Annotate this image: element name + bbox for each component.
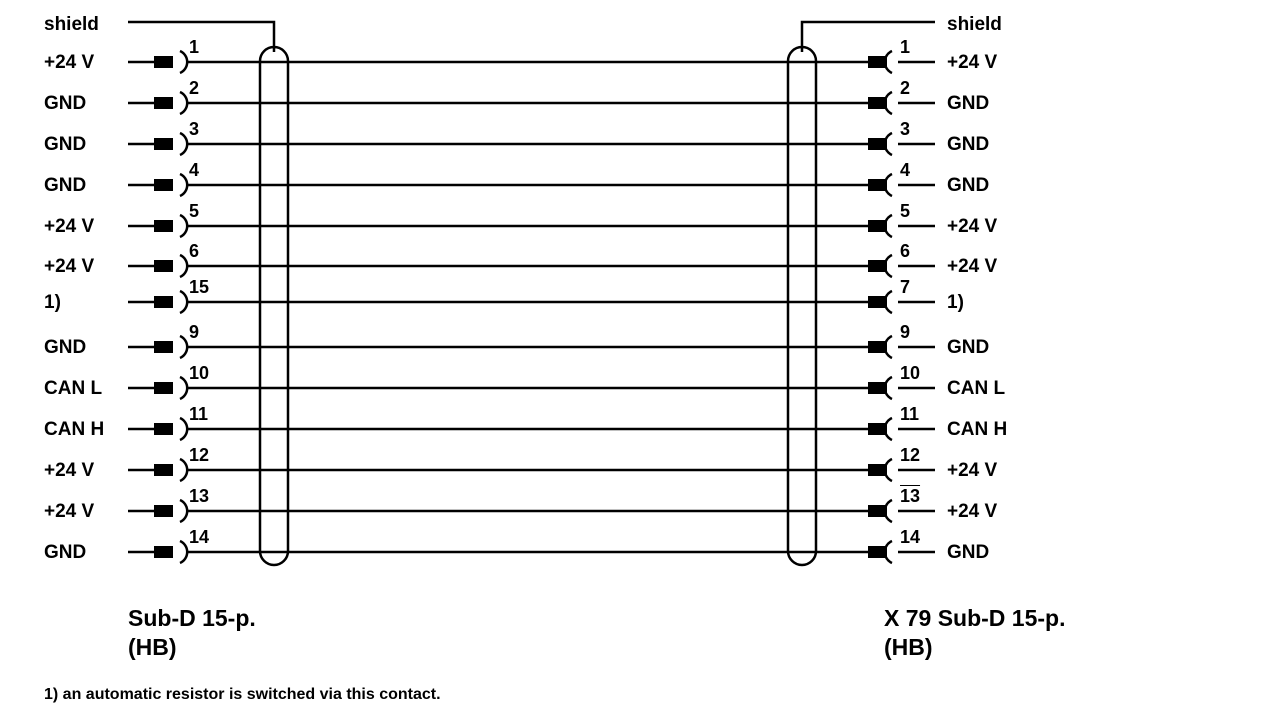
left-pin-number-3: 3: [189, 119, 200, 139]
right-pin-number-12: 12: [900, 445, 921, 465]
footnote-text: 1) an automatic resistor is switched via this contact.: [44, 686, 441, 703]
right-pin-blade-2: [868, 97, 887, 109]
left-connector-caption-line1: Sub-D 15-p.: [128, 605, 256, 631]
right-pin-number-10: 10: [900, 363, 921, 383]
left-pin-label-1: +24 V: [44, 52, 95, 73]
right-pin-number-11: 11: [900, 404, 920, 424]
right-pin-label-11: CAN H: [947, 419, 1008, 440]
left-pin-label-3: GND: [44, 134, 87, 155]
left-pin-socket-13: [180, 500, 187, 522]
left-pin-label-14: GND: [44, 542, 87, 563]
left-pin-blade-6: [154, 260, 173, 272]
right-pin-label-14: GND: [947, 542, 990, 563]
right-pin-label-1: +24 V: [947, 52, 998, 73]
left-pin-socket-3: [180, 133, 187, 155]
right-pin-blade-11: [868, 423, 887, 435]
right-pin-label-5: +24 V: [947, 216, 998, 237]
left-pin-socket-14: [180, 541, 187, 563]
left-pin-number-15: 15: [189, 277, 210, 297]
right-pin-label-7: 1): [947, 292, 964, 313]
right-pin-blade-13: [868, 505, 887, 517]
left-pin-label-5: +24 V: [44, 216, 95, 237]
left-pin-number-9: 9: [189, 322, 200, 342]
left-pin-label-15: 1): [44, 292, 61, 313]
right-pin-label-13: +24 V: [947, 501, 998, 522]
right-pin-blade-5: [868, 220, 887, 232]
left-connector-caption: [128, 604, 256, 662]
left-pin-label-12: +24 V: [44, 460, 95, 481]
right-pin-number-14: 14: [900, 527, 921, 547]
left-pin-blade-10: [154, 382, 173, 394]
left-pin-blade-12: [154, 464, 173, 476]
right-pin-number-6: 6: [900, 241, 911, 261]
left-pin-socket-6: [180, 255, 187, 277]
left-pin-blade-9: [154, 341, 173, 353]
left-pin-number-10: 10: [189, 363, 210, 383]
right-connector-caption: [884, 604, 1065, 662]
left-pin-number-11: 11: [189, 404, 209, 424]
right-pin-number-1: 1: [900, 37, 911, 57]
right-pin-number-2: 2: [900, 78, 911, 98]
right-pin-number-9: 9: [900, 322, 911, 342]
right-pin-label-2: GND: [947, 93, 990, 114]
right-pin-label-4: GND: [947, 175, 990, 196]
right-pin-label-6: +24 V: [947, 256, 998, 277]
right-pin-blade-7: [868, 296, 887, 308]
left-pin-number-4: 4: [189, 160, 200, 180]
left-pin-number-5: 5: [189, 201, 200, 221]
left-connector-caption-line2: (HB): [128, 633, 177, 660]
left-pin-label-2: GND: [44, 93, 87, 114]
right-pin-number-13: 13: [900, 486, 921, 506]
left-pin-blade-4: [154, 179, 173, 191]
right-pin-number-5: 5: [900, 201, 911, 221]
left-pin-socket-5: [180, 215, 187, 237]
right-pin-blade-9: [868, 341, 887, 353]
right-cable-tube: [788, 47, 816, 565]
left-pin-socket-2: [180, 92, 187, 114]
left-pin-socket-12: [180, 459, 187, 481]
shield-wire-right: [802, 22, 935, 52]
right-connector-caption-line2: (HB): [884, 633, 933, 660]
right-pin-number-4: 4: [900, 160, 911, 180]
left-pin-socket-1: [180, 51, 187, 73]
left-pin-blade-15: [154, 296, 173, 308]
right-pin-blade-6: [868, 260, 887, 272]
right-pin-label-10: CAN L: [947, 378, 1006, 399]
left-pin-blade-11: [154, 423, 173, 435]
right-pin-number-7: 7: [900, 277, 911, 297]
left-pin-blade-3: [154, 138, 173, 150]
shield-wire-left: [128, 22, 274, 52]
right-connector-caption-line1: X 79 Sub-D 15-p.: [884, 605, 1066, 631]
left-pin-blade-5: [154, 220, 173, 232]
left-pin-number-12: 12: [189, 445, 210, 465]
left-pin-socket-4: [180, 174, 187, 196]
left-pin-socket-10: [180, 377, 187, 399]
left-pin-number-6: 6: [189, 241, 200, 261]
left-pin-label-13: +24 V: [44, 501, 95, 522]
left-cable-tube: [260, 47, 288, 565]
right-pin-blade-3: [868, 138, 887, 150]
left-pin-socket-15: [180, 291, 187, 313]
left-pin-blade-1: [154, 56, 173, 68]
left-pin-label-9: GND: [44, 337, 87, 358]
shield-label-left: shield: [44, 14, 99, 35]
left-pin-blade-13: [154, 505, 173, 517]
right-pin-number-3: 3: [900, 119, 911, 139]
right-pin-blade-10: [868, 382, 887, 394]
left-pin-label-11: CAN H: [44, 419, 105, 440]
shield-label-right: shield: [947, 14, 1002, 35]
left-pin-number-13: 13: [189, 486, 210, 506]
left-pin-number-2: 2: [189, 78, 200, 98]
left-pin-number-1: 1: [189, 37, 200, 57]
right-pin-label-9: GND: [947, 337, 990, 358]
right-pin-label-3: GND: [947, 134, 990, 155]
left-pin-blade-14: [154, 546, 173, 558]
left-pin-number-14: 14: [189, 527, 210, 547]
left-pin-label-10: CAN L: [44, 378, 103, 399]
right-pin-label-12: +24 V: [947, 460, 998, 481]
left-pin-label-4: GND: [44, 175, 87, 196]
left-pin-socket-11: [180, 418, 187, 440]
left-pin-socket-9: [180, 336, 187, 358]
right-pin-blade-1: [868, 56, 887, 68]
left-pin-label-6: +24 V: [44, 256, 95, 277]
right-pin-blade-4: [868, 179, 887, 191]
left-pin-blade-2: [154, 97, 173, 109]
right-pin-blade-14: [868, 546, 887, 558]
right-pin-blade-12: [868, 464, 887, 476]
